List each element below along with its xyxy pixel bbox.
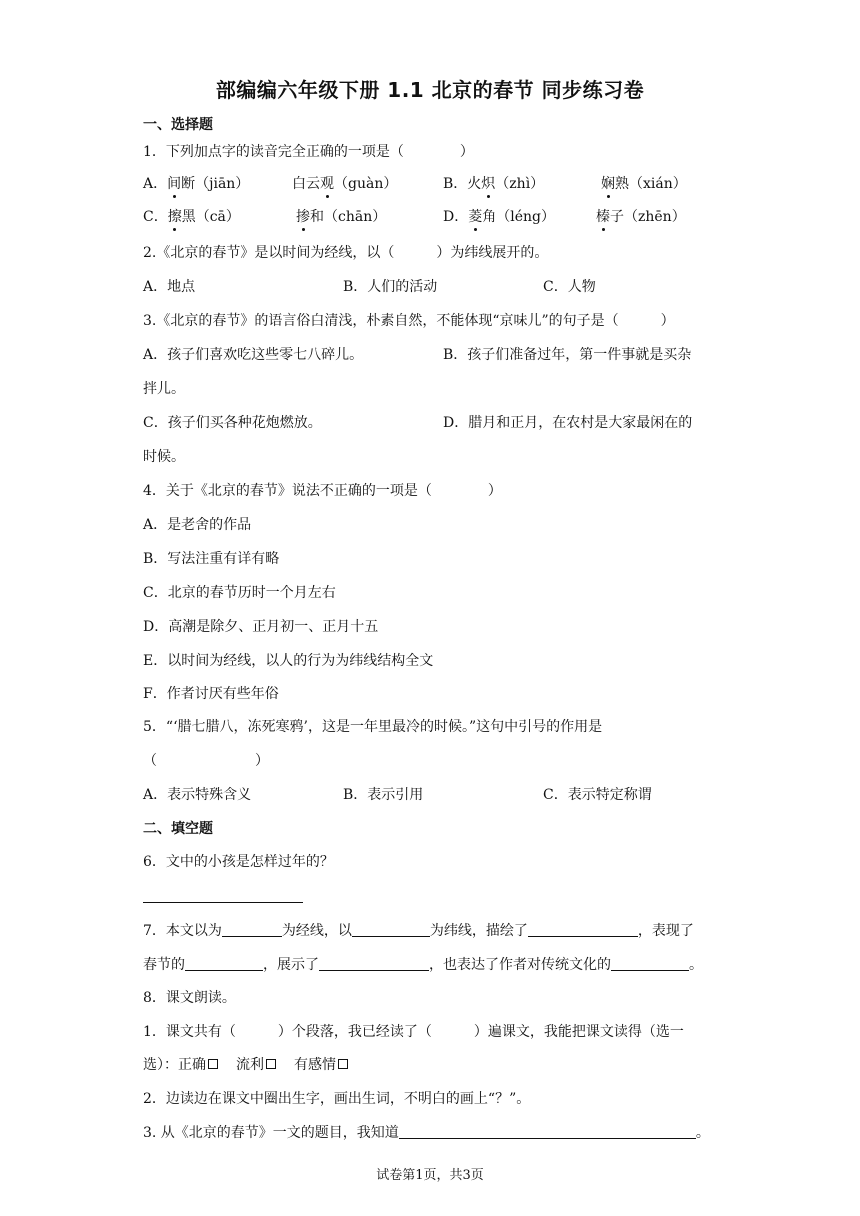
- dotted-char: 榛: [596, 206, 610, 226]
- question-1-option-c2: [296, 206, 386, 226]
- question-2-option-a: A．地点: [143, 279, 196, 295]
- option-text: 子（zhēn）: [610, 209, 686, 225]
- option-text: （zhì）: [495, 176, 545, 192]
- checkbox-correct[interactable]: [208, 1059, 218, 1069]
- text-fragment: 3. 从《北京的春节》一文的题目，我知道: [143, 1125, 399, 1141]
- page-title: 部编编六年级下册 1.1 北京的春节 同步练习卷: [215, 78, 645, 102]
- text-fragment: 为经线，以: [281, 923, 352, 939]
- question-3-option-c: C．孩子们买各种花炮燃放。: [143, 415, 322, 431]
- text-fragment: 选）：正确: [143, 1057, 206, 1073]
- fill-blank[interactable]: [611, 956, 689, 971]
- option-text: 黑（cā）: [181, 209, 240, 225]
- option-text: 熟（xián）: [615, 176, 687, 192]
- option-text: 断（jiān）: [181, 176, 250, 192]
- question-3-stem: 3.《北京的春节》的语言俗白清浅，朴素自然，不能体现“京味儿”的句子是（ ）: [143, 313, 675, 329]
- dotted-char: 菱: [468, 206, 482, 226]
- fill-blank[interactable]: [399, 1124, 696, 1139]
- question-5-option-a: A．表示特殊含义: [143, 787, 252, 803]
- question-7-line2: [143, 954, 703, 974]
- question-5-option-b: B．表示引用: [343, 787, 424, 803]
- question-2-option-b: B．人们的活动: [343, 279, 438, 295]
- question-5-stem: 5．“‘腊七腊八，冻死寒鸦’，这是一年里最冷的时候。”这句中引号的作用是: [143, 719, 603, 735]
- question-3-option-d: D．腊月和正月，在农村是大家最闲在的: [443, 415, 693, 431]
- text-fragment: 。: [689, 957, 703, 973]
- question-8-sub-1-cont: [143, 1054, 348, 1074]
- question-4-option: D．高潮是除夕、正月初一、正月十五: [143, 619, 379, 635]
- question-6-stem: 6．文中的小孩是怎样过年的？: [143, 854, 334, 870]
- checkbox-expressive[interactable]: [338, 1059, 348, 1069]
- question-1-option-d2: [596, 206, 686, 226]
- text-fragment: 有感情: [294, 1057, 336, 1073]
- question-2-option-c: C．人物: [543, 279, 596, 295]
- page-footer: 试卷第1页，共3页: [376, 1168, 484, 1183]
- question-5-option-c: C．表示特定称谓: [543, 787, 652, 803]
- question-1-option-b1: [443, 173, 544, 193]
- text-fragment: 春节的: [143, 957, 185, 973]
- option-text: 角（léng）: [482, 209, 555, 225]
- question-2-stem: 2.《北京的春节》是以时间为经线，以（ ）为纬线展开的。: [143, 245, 549, 261]
- dotted-char: 炽: [481, 173, 495, 193]
- text-fragment: ，表现了: [637, 923, 694, 939]
- question-3-option-b: B．孩子们准备过年，第一件事就是买杂: [443, 347, 692, 363]
- text-fragment: 为纬线，描绘了: [429, 923, 528, 939]
- fill-blank[interactable]: [185, 956, 263, 971]
- question-4-option: F．作者讨厌有些年俗: [143, 686, 279, 702]
- question-1-option-c1: [143, 206, 240, 226]
- question-5-stem-cont: （ ）: [143, 753, 269, 769]
- fill-blank[interactable]: [528, 922, 638, 937]
- question-1-option-a2: [292, 173, 397, 193]
- option-prefix: 白云: [292, 176, 320, 192]
- text-fragment: ，也表达了作者对传统文化的: [429, 957, 611, 973]
- question-4-stem: 4．关于《北京的春节》说法不正确的一项是（ ）: [143, 483, 502, 499]
- question-8-sub-1: 1．课文共有（ ）个段落，我已经读了（ ）遍课文，我能把课文读得（选一: [143, 1024, 684, 1040]
- question-1-option-b2: [601, 173, 687, 193]
- option-text: （guàn）: [334, 176, 398, 192]
- question-3-option-d-cont: 时候。: [143, 449, 185, 465]
- option-prefix: B．火: [443, 176, 482, 192]
- option-prefix: A．: [143, 176, 168, 192]
- question-1-option-d1: [443, 206, 555, 226]
- question-4-option: E．以时间为经线，以人的行为为纬线结构全文: [143, 653, 434, 669]
- dotted-char: 观: [320, 173, 334, 193]
- section-fill-heading: 二、填空题: [143, 821, 213, 837]
- question-7-line1: [143, 920, 694, 940]
- dotted-char: 间: [167, 173, 181, 193]
- question-8-stem: 8．课文朗读。: [143, 990, 236, 1006]
- fill-blank[interactable]: [222, 922, 282, 937]
- question-8-sub-3: [143, 1122, 710, 1142]
- question-3-option-a: A．孩子们喜欢吃这些零七八碎儿。: [143, 347, 364, 363]
- option-text: 和（chān）: [310, 209, 387, 225]
- dotted-char: 掺: [296, 206, 310, 226]
- question-3-option-b-cont: 拌儿。: [143, 381, 185, 397]
- option-prefix: C．: [143, 209, 168, 225]
- text-fragment: 7．本文以为: [143, 923, 222, 939]
- fill-blank[interactable]: [319, 956, 429, 971]
- question-1-option-a1: [143, 173, 249, 193]
- question-8-sub-2: 2．边读边在课文中圈出生字，画出生词，不明白的画上“？”。: [143, 1091, 531, 1107]
- fill-blank[interactable]: [352, 922, 430, 937]
- checkbox-fluent[interactable]: [266, 1059, 276, 1069]
- answer-line[interactable]: [143, 902, 303, 903]
- text-fragment: 流利: [236, 1057, 264, 1073]
- dotted-char: 擦: [168, 206, 182, 226]
- text-fragment: ，展示了: [263, 957, 319, 973]
- question-4-option: C．北京的春节历时一个月左右: [143, 585, 336, 601]
- option-prefix: D．: [443, 209, 469, 225]
- text-fragment: 。: [695, 1125, 710, 1141]
- question-4-option: A．是老舍的作品: [143, 517, 252, 533]
- question-1-stem: 1．下列加点字的读音完全正确的一项是（ ）: [143, 144, 474, 160]
- question-4-option: B．写法注重有详有略: [143, 551, 280, 567]
- section-choice-heading: 一、选择题: [143, 117, 213, 133]
- dotted-char: 娴: [601, 173, 615, 193]
